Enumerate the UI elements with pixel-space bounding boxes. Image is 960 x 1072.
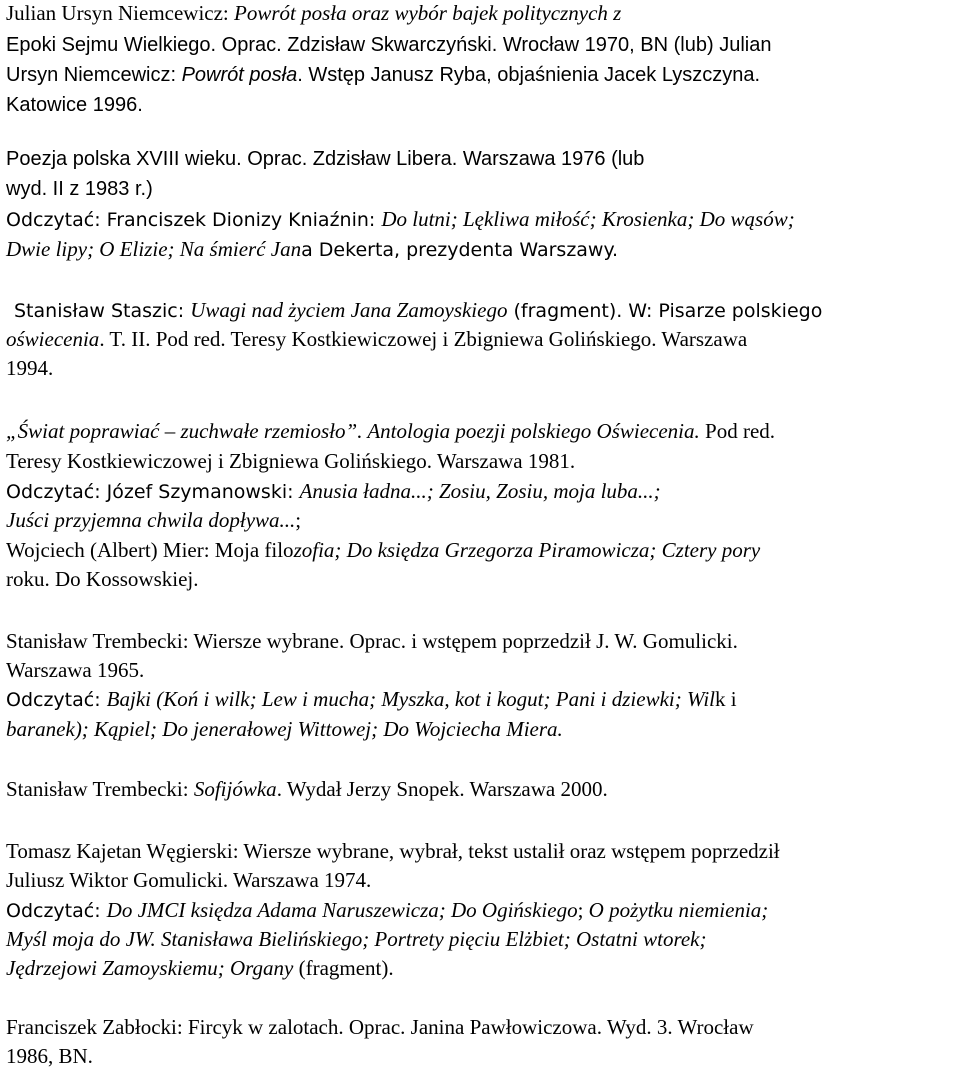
entry-7-text: ; <box>577 898 589 922</box>
entry-7-title: O pożytku niemienia; <box>588 898 769 922</box>
entry-4-text: Pod red. <box>699 419 776 443</box>
entry-3-text: 1994. <box>6 356 54 380</box>
entry-1-title: Powrót posła oraz wybór bajek politycznych z <box>234 1 622 25</box>
entry-4-line-2 <box>6 448 575 474</box>
entry-5-title: baranek); Kąpiel; Do jenerałowej Wittowej; Do Wojciecha Miera. <box>6 717 563 741</box>
entry-7-title: Do JMCI księdza Adama Naruszewicza; Do Ogińskiego <box>106 898 578 922</box>
entry-4-line-5 <box>6 537 760 563</box>
entry-1-text: Katowice 1996. <box>6 94 143 116</box>
entry-7-line-1 <box>6 838 780 864</box>
entry-1-line-2 <box>6 32 771 58</box>
entry-4-title: Anusia ładna...; Zosiu, Zosiu, moja luba...; <box>299 479 661 503</box>
entry-2-text: a Dekerta, prezydenta Warszawy. <box>301 239 619 261</box>
entry-4-title: Juści przyjemna chwila dopływa... <box>6 508 296 532</box>
entry-2-title: Do lutni; Lękliwa miłość; Krosienka; Do wąsów; <box>381 207 795 231</box>
entry-2-line-2 <box>6 176 153 202</box>
entry-2-text: Odczytać: Franciszek Dionizy Kniaźnin: <box>6 209 382 231</box>
entry-4-line-1 <box>6 418 775 444</box>
entry-4-text: Wojciech (Albert) Mier: Moja filo <box>6 538 294 562</box>
entry-7-title: Myśl moja do JW. Stanisława Bielińskiego; Portrety pięciu Elżbiet; Ostatni wtorek; <box>6 927 707 951</box>
entry-5-line-1 <box>6 628 738 654</box>
entry-5-title: Bajki (Koń i wilk; Lew i mucha; Myszka, kot i kogut; Pani i dziewki; Wil <box>106 687 715 711</box>
entry-1-text: Ursyn Niemcewicz: <box>6 64 182 86</box>
entry-8-text: Franciszek Zabłocki: Fircyk w zalotach. Oprac. Janina Pawłowiczowa. Wyd. 3. Wrocław <box>6 1015 754 1039</box>
entry-8-text: 1986, BN. <box>6 1044 93 1068</box>
entry-1-text: Epoki Sejmu Wielkiego. Oprac. Zdzisław Skwarczyński. Wrocław 1970, BN (lub) Julian <box>6 34 772 56</box>
entry-6-text: . Wydał Jerzy Snopek. Warszawa 2000. <box>276 777 608 801</box>
entry-3-title: oświecenia <box>6 327 100 351</box>
entry-7-line-5 <box>6 955 394 981</box>
entry-5-text: k i <box>715 687 737 711</box>
entry-7-title: Jędrzejowi Zamoyskiemu; Organy <box>6 956 294 980</box>
entry-4-text: Teresy Kostkiewiczowej i Zbigniewa Golińskiego. Warszawa 1981. <box>6 449 576 473</box>
entry-5-text: Stanisław Trembecki: Wiersze wybrane. Oprac. i wstępem poprzedził J. W. Gomulicki. <box>6 629 738 653</box>
entry-2-text: wyd. II z 1983 r.) <box>6 178 153 200</box>
entry-4-line-3 <box>6 478 661 504</box>
entry-4-text: Odczytać: Józef Szymanowski: <box>6 481 300 503</box>
entry-3-line-1 <box>14 297 822 323</box>
entry-7-line-3 <box>6 897 768 923</box>
entry-4-text: ; <box>295 508 302 532</box>
entry-7-line-4 <box>6 926 706 952</box>
entry-5-text: Odczytać: <box>6 689 107 711</box>
entry-4-line-4 <box>6 507 301 533</box>
entry-5-text: Warszawa 1965. <box>6 658 145 682</box>
entry-8-line-1 <box>6 1014 754 1040</box>
entry-3-text: (fragment). W: Pisarze polskiego <box>507 300 823 322</box>
entry-7-line-2 <box>6 867 371 893</box>
entry-5-line-4 <box>6 716 563 742</box>
entry-6-line-1 <box>6 776 608 802</box>
entry-7-text: (fragment). <box>293 956 394 980</box>
entry-3-line-2 <box>6 326 747 352</box>
entry-1-text: . Wstęp Janusz Ryba, objaśnienia Jacek Lyszczyna. <box>297 64 761 86</box>
entry-6-title: Sofijówka <box>193 777 277 801</box>
entry-1-title: Powrót posła <box>181 64 298 86</box>
entry-7-text: Juliusz Wiktor Gomulicki. Warszawa 1974. <box>6 868 372 892</box>
entry-7-text: Odczytać: <box>6 900 107 922</box>
entry-3-text: . T. II. Pod red. Teresy Kostkiewiczowej i Zbigniewa Golińskiego. Warszawa <box>99 327 748 351</box>
entry-3-title: Uwagi nad życiem Jana Zamoyskiego <box>190 298 508 322</box>
entry-4-title: „Świat poprawiać – zuchwałe rzemiosło”. Antologia poezji polskiego Oświecenia. <box>6 419 700 443</box>
entry-2-line-1 <box>6 146 644 172</box>
entry-3-line-3 <box>6 355 53 381</box>
entry-5-line-3 <box>6 686 737 712</box>
entry-4-text: roku. Do Kossowskiej. <box>6 567 199 591</box>
entry-7-text: Tomasz Kajetan Węgierski: Wiersze wybrane, wybrał, tekst ustalił oraz wstępem poprzedził <box>6 839 780 863</box>
entry-4-title: zofia; Do księdza Grzegorza Piramowicza; Cztery pory <box>293 538 761 562</box>
entry-3-text: Stanisław Staszic: <box>14 300 191 322</box>
entry-2-title: Dwie lipy; O Elizie; Na śmierć Jan <box>6 237 302 261</box>
entry-1-text: Julian Ursyn Niemcewicz: <box>6 1 235 25</box>
entry-8-line-2 <box>6 1043 93 1069</box>
entry-1-line-1 <box>6 0 621 26</box>
entry-4-line-6 <box>6 566 199 592</box>
entry-1-line-3 <box>6 62 760 88</box>
entry-2-text: Poezja polska XVIII wieku. Oprac. Zdzisław Libera. Warszawa 1976 (lub <box>6 148 645 170</box>
entry-2-line-4 <box>6 236 618 262</box>
entry-5-line-2 <box>6 657 144 683</box>
entry-2-line-3 <box>6 206 795 232</box>
entry-6-text: Stanisław Trembecki: <box>6 777 194 801</box>
entry-1-line-4 <box>6 92 143 118</box>
